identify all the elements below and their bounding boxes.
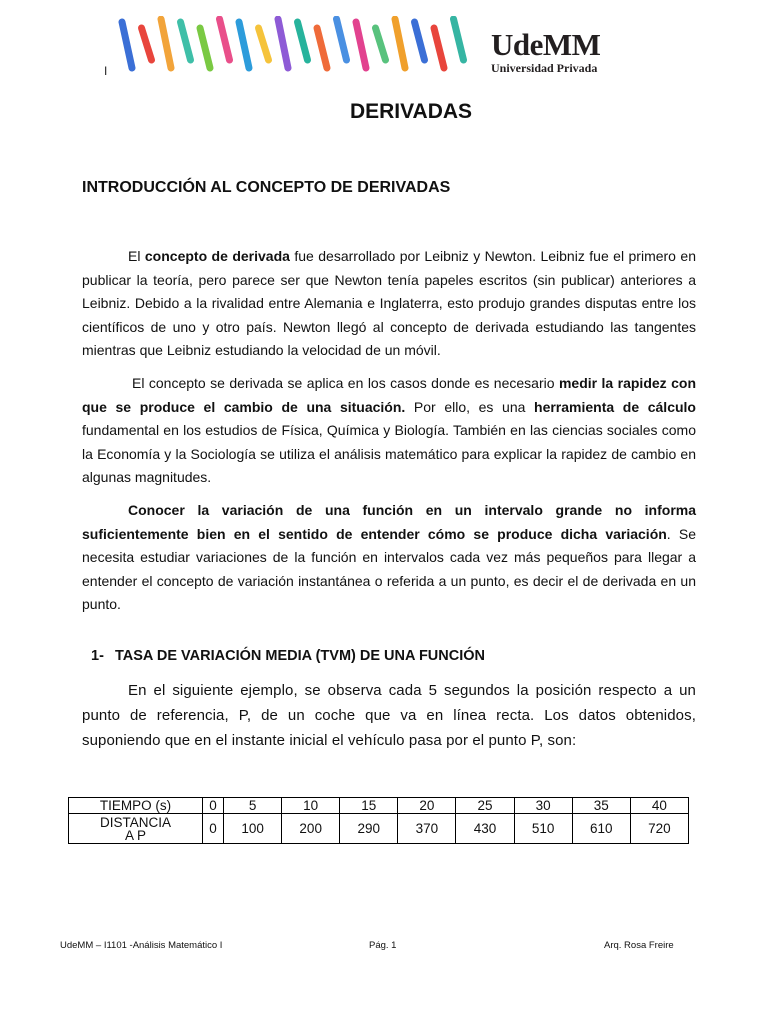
logo-stripe	[415, 22, 425, 60]
logo-stripe	[356, 22, 366, 68]
logo-stripe	[376, 28, 386, 60]
paragraph-1	[82, 245, 696, 363]
p1-text-a: El	[128, 248, 145, 264]
logo-stripe	[298, 22, 308, 60]
table-row-time	[69, 798, 689, 814]
table-cell: 25	[456, 798, 514, 814]
table-cell: 720	[630, 814, 688, 844]
logo-stripe	[122, 22, 132, 68]
table-cell: 510	[514, 814, 572, 844]
p1-text-b: fue desarrollado por Leibniz y Newton. Leibniz fue el primero en publicar la teoría, pero parece ser que Newton tenía papeles escritos (sin publicar) anteriores a Leibniz. Debido a la rivalidad entre Alemania e Inglaterra, esto produjo grandes disputas entre los científicos de uno y otro país. Newton llegó al concepto de derivada estudiando las tangentes mientras que Leibniz estudiando la velocidad de un móvil.	[82, 248, 696, 358]
paragraph-4	[82, 678, 696, 753]
logo-stripes	[116, 16, 472, 74]
table-cell: 100	[224, 814, 282, 844]
table-header-distance	[69, 814, 203, 844]
logo-stripe	[181, 22, 191, 60]
logo-subtitle: Universidad Privada	[491, 61, 598, 75]
logo-stripe	[161, 19, 171, 68]
udemm-logo	[491, 27, 601, 76]
table-cell: 200	[282, 814, 340, 844]
page-title: DERIVADAS	[349, 100, 473, 123]
table-cell: 0	[203, 814, 224, 844]
footer-page-number: Pág. 1	[369, 940, 397, 951]
table-cell: 430	[456, 814, 514, 844]
p3-bold-a: Conocer la variación de una función en un intervalo grande no informa suficientemente bien en el sentido de entender cómo se produce dicha variación	[82, 502, 696, 542]
table-cell: 35	[572, 798, 630, 814]
logo-stripe	[454, 19, 464, 60]
logo-title: UdeMM	[491, 27, 601, 62]
table-cell: 290	[340, 814, 398, 844]
paragraph-2	[82, 372, 696, 490]
distance-header-line-1: DISTANCIA	[99, 814, 171, 830]
data-table	[68, 797, 689, 844]
p1-bold-a: concepto de derivada	[144, 248, 290, 264]
table-cell: 0	[203, 798, 224, 814]
table-header-time: TIEMPO (s)	[69, 798, 203, 814]
table-cell: 15	[340, 798, 398, 814]
p2-bold-b: herramienta de cálculo	[534, 398, 696, 415]
p3-text-a: . Se necesita estudiar variaciones de la función en intervalos cada vez más pequeños para llegar a entender el concepto de variación instantánea o referida a un punto, es decir el de derivada en un punto.	[82, 525, 696, 612]
section-number: 1-	[91, 648, 104, 664]
p2-bold-a: medir la rapidez con que se produce el cambio de una situación.	[82, 375, 696, 415]
logo-stripe	[337, 19, 347, 60]
logo-stripe	[278, 19, 288, 68]
footer-course: UdeMM – I1101 -Análisis Matemático I	[60, 940, 223, 951]
distance-header-line-2: A P	[124, 827, 146, 843]
table-cell: 10	[282, 798, 340, 814]
logo-stripe	[395, 19, 405, 68]
logo-stripe	[220, 19, 230, 60]
section-heading	[91, 648, 485, 664]
logo-stripe	[434, 28, 444, 68]
header-marker: I	[104, 64, 108, 78]
logo-stripe	[239, 22, 249, 68]
table-row-distance	[69, 814, 689, 844]
section-title: TASA DE VARIACIÓN MEDIA (TVM) DE UNA FUNCIÓN	[115, 648, 486, 664]
logo-stripe	[259, 28, 269, 60]
p4-text: En el siguiente ejemplo, se observa cada 5 segundos la posición respecto a un punto de referencia, P, de un coche que va en línea recta. Los datos obtenidos, suponiendo que en el instante inicial el vehículo pasa por el punto P, son:	[82, 682, 696, 749]
table-cell: 610	[572, 814, 630, 844]
p2-text-c: fundamental en los estudios de Física, Química y Biología. También en las ciencias sociales como la Economía y la Sociología se utiliza el análisis matemático para explicar la rapidez de cambio en algunas magnitudes.	[82, 422, 696, 485]
logo-stripe	[317, 28, 327, 68]
logo-stripe	[200, 28, 210, 68]
table-cell: 30	[514, 798, 572, 814]
footer-author: Arq. Rosa Freire	[604, 940, 674, 951]
p2-text-a: El concepto se derivada se aplica en los casos donde es necesario	[132, 375, 559, 391]
logo-stripe	[142, 28, 152, 60]
table-cell: 370	[398, 814, 456, 844]
section-intro-heading: INTRODUCCIÓN AL CONCEPTO DE DERIVADAS	[82, 179, 451, 196]
table-cell: 5	[224, 798, 282, 814]
paragraph-3	[82, 499, 696, 617]
table-cell: 40	[630, 798, 688, 814]
table-cell: 20	[398, 798, 456, 814]
p2-text-b: Por ello, es una	[405, 398, 535, 415]
